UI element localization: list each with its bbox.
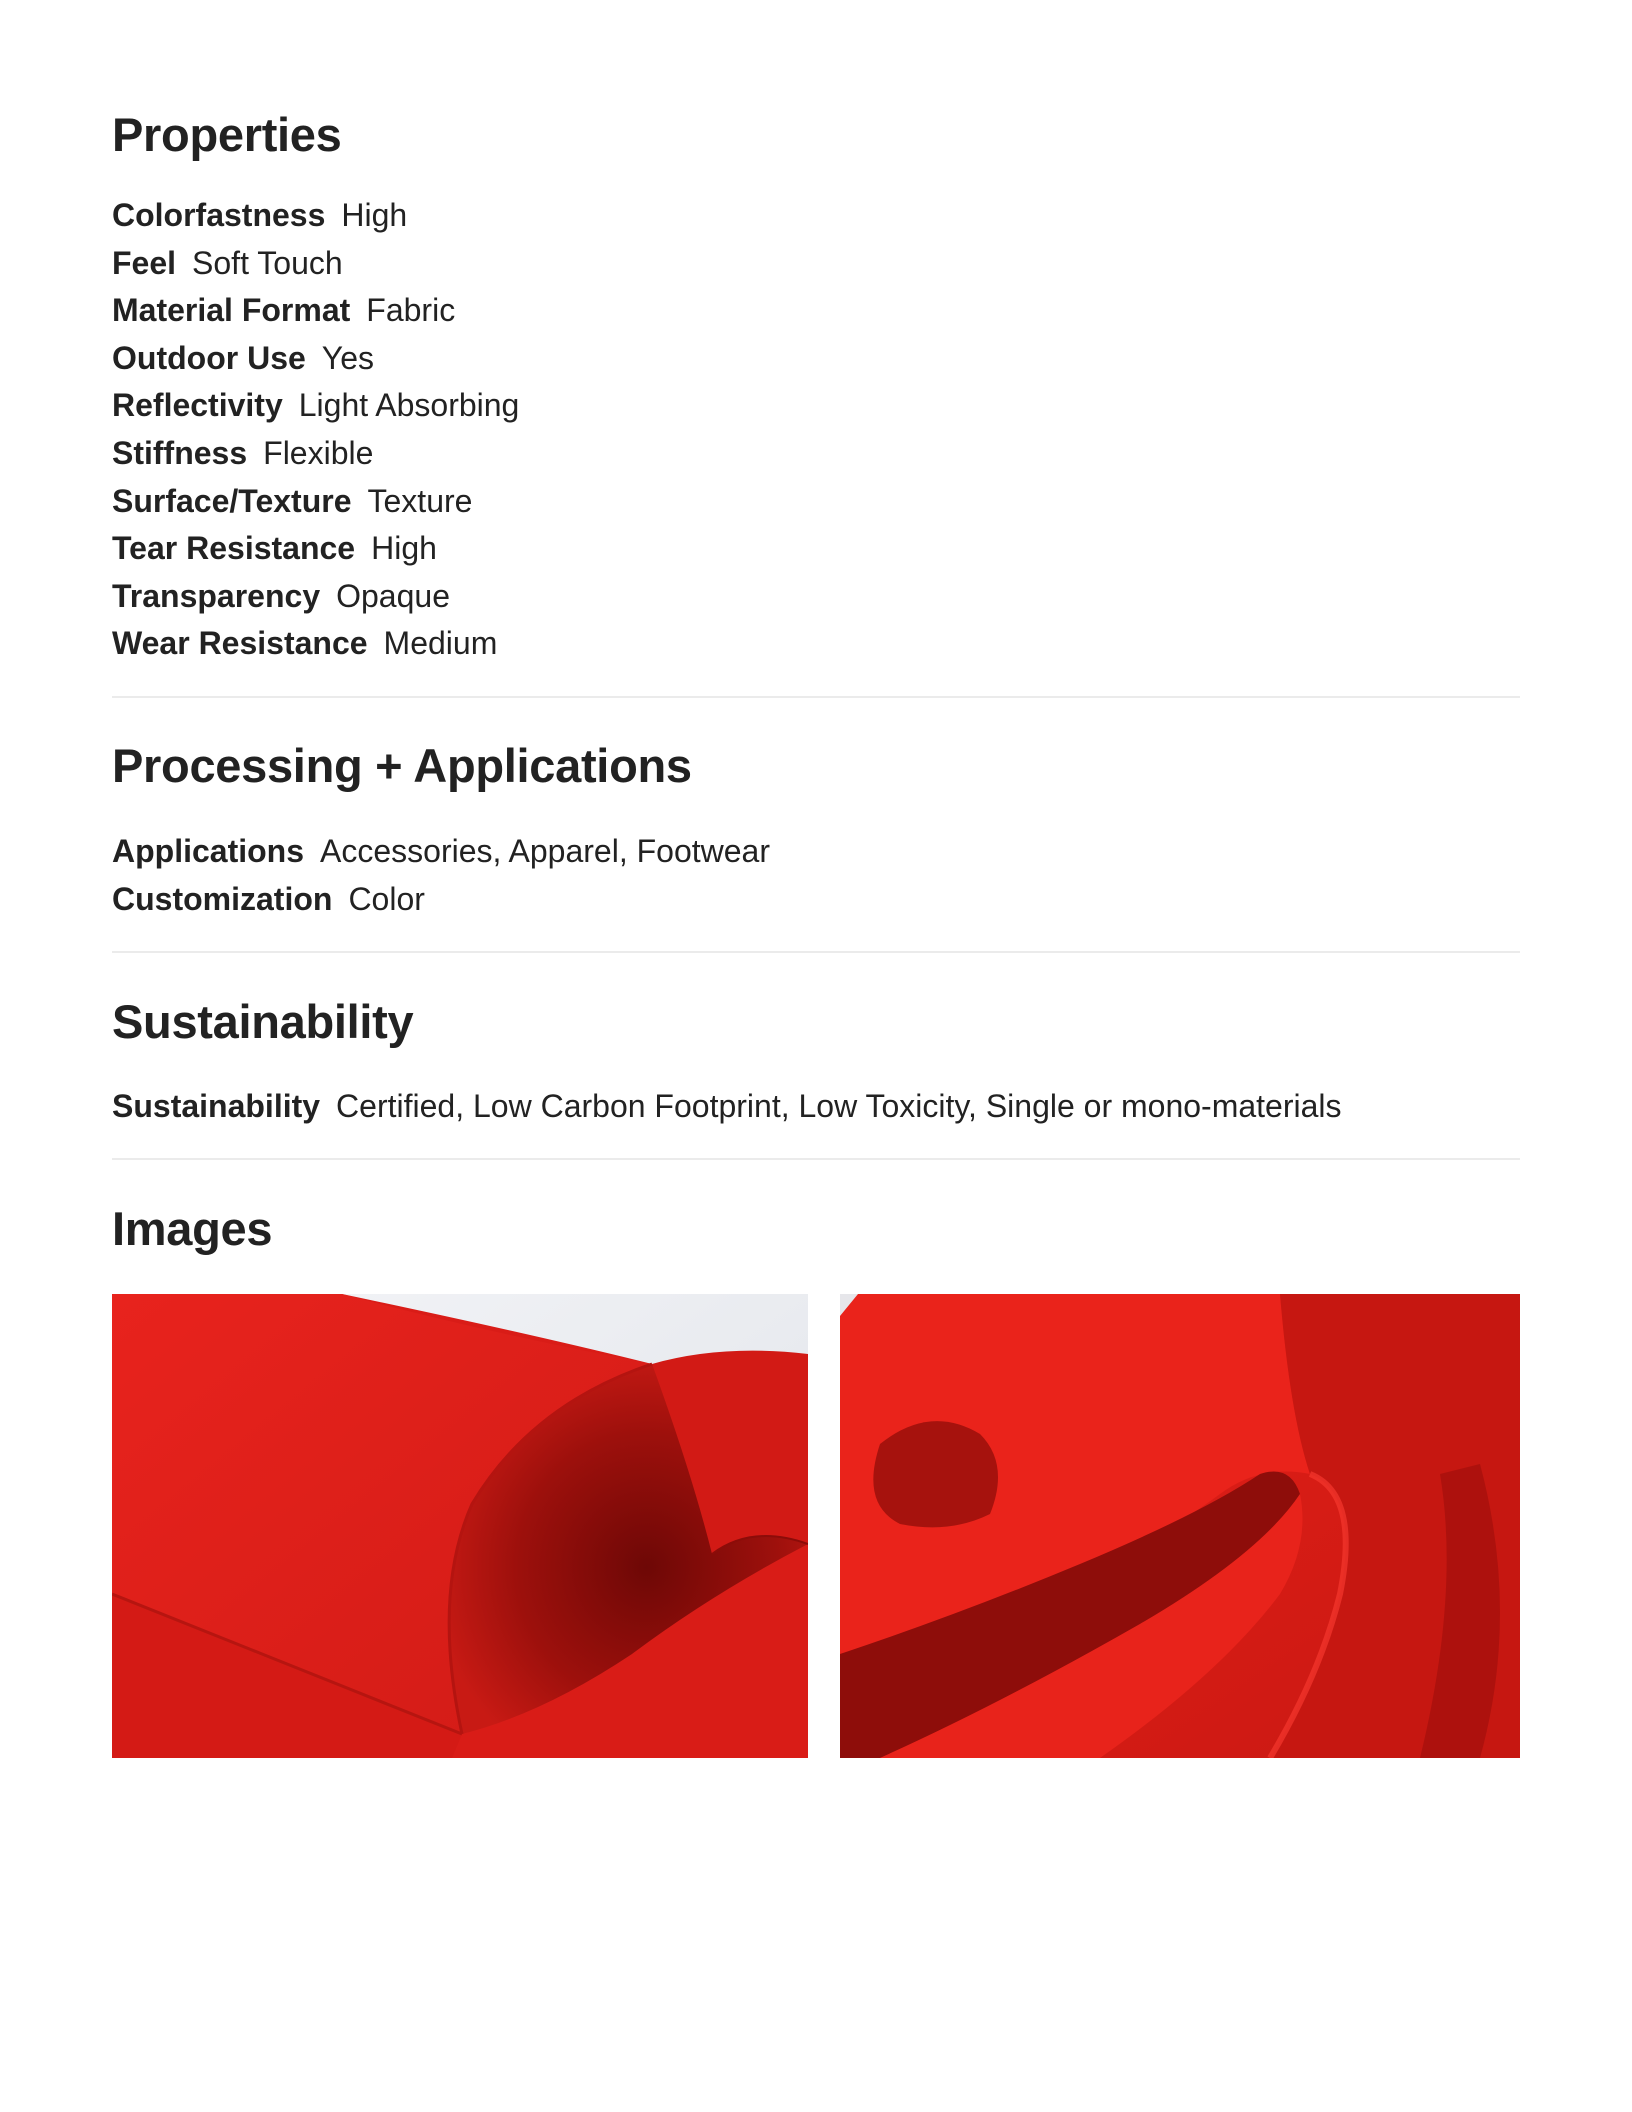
material-image-1 (112, 1294, 808, 1758)
property-value: Opaque (336, 577, 450, 614)
sustainability-heading: Sustainability (112, 995, 414, 1048)
property-key: Reflectivity (112, 387, 283, 424)
property-row (112, 525, 519, 573)
property-key: Applications (112, 833, 305, 869)
property-value: High (341, 197, 408, 233)
property-value: Certified, Low Carbon Footprint, Low Toxicity, Single or mono-materials (336, 1088, 1342, 1124)
property-value: Yes (321, 339, 374, 376)
property-row (112, 287, 519, 335)
property-value: Flexible (263, 434, 374, 471)
property-key: Sustainability (112, 1088, 321, 1124)
property-value: Color (348, 880, 425, 917)
properties-list (112, 192, 519, 668)
sustainability-list (112, 1083, 1342, 1131)
property-value: Texture (367, 482, 473, 519)
properties-heading: Properties (112, 108, 342, 161)
suede-fold-photo (840, 1294, 1520, 1758)
property-value: High (371, 530, 437, 567)
property-key: Outdoor Use (112, 339, 306, 376)
property-key: Stiffness (112, 434, 248, 471)
property-row (112, 192, 519, 240)
property-row (112, 573, 519, 621)
material-image-2 (840, 1294, 1520, 1758)
rolled-suede-photo (112, 1294, 808, 1758)
properties-section (112, 108, 1520, 161)
property-row (112, 382, 519, 430)
property-row (112, 828, 770, 876)
property-key: Customization (112, 880, 333, 917)
property-row (112, 478, 519, 526)
property-key: Feel (112, 244, 177, 281)
processing-heading: Processing + Applications (112, 739, 692, 792)
property-key: Surface/Texture (112, 482, 352, 519)
property-row (112, 1083, 1342, 1131)
section-divider (112, 1158, 1520, 1160)
property-key: Wear Resistance (112, 625, 368, 662)
property-value: Light Absorbing (298, 387, 520, 424)
property-row (112, 240, 519, 288)
property-row (112, 620, 519, 668)
section-divider (112, 951, 1520, 953)
processing-list (112, 828, 770, 923)
property-key: Tear Resistance (112, 530, 356, 567)
property-value: Accessories, Apparel, Footwear (320, 833, 770, 869)
property-key: Material Format (112, 292, 351, 329)
property-value: Fabric (366, 292, 456, 329)
property-value: Medium (383, 625, 498, 662)
property-row (112, 430, 519, 478)
images-heading: Images (112, 1202, 273, 1255)
property-value: Soft Touch (192, 244, 343, 281)
section-divider (112, 696, 1520, 698)
property-row (112, 335, 519, 383)
property-key: Transparency (112, 577, 321, 614)
property-key: Colorfastness (112, 197, 326, 233)
property-row (112, 876, 770, 924)
